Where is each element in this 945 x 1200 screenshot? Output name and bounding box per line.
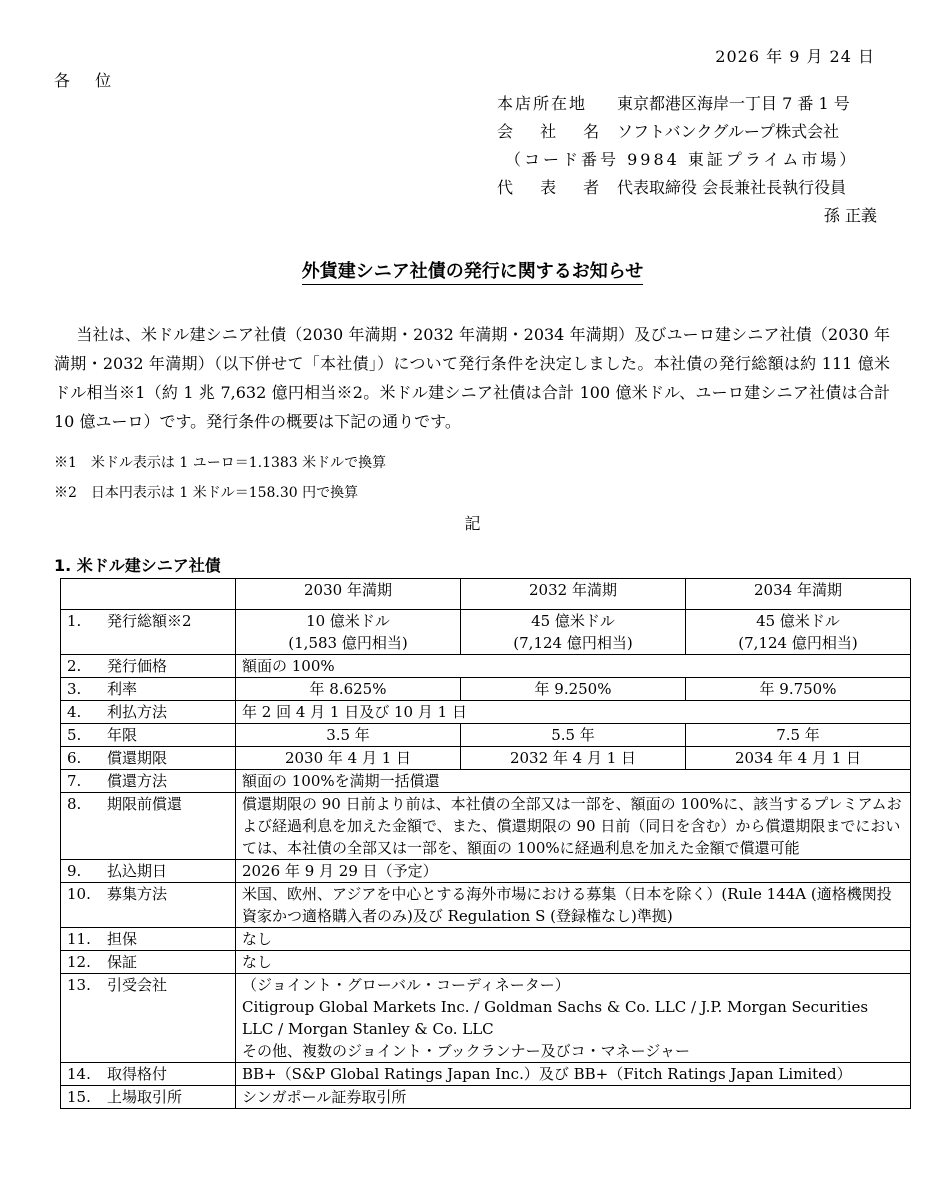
- table-cell-span: 額面の 100%: [236, 655, 911, 678]
- row-label: 利払方法: [107, 703, 168, 721]
- row-label-cell: [61, 1063, 236, 1086]
- table-row: [61, 928, 911, 951]
- table-cell: 45 億米ドル (7,124 億円相当): [686, 610, 911, 655]
- document-title-wrap: [0, 257, 945, 283]
- row-number: 11.: [67, 930, 91, 948]
- address-value: 東京都港区海岸一丁目 7 番 1 号: [617, 94, 850, 113]
- row-label-cell: [61, 747, 236, 770]
- company-label: 会 社 名: [497, 122, 611, 141]
- row-label-cell: [61, 793, 236, 860]
- table-cell-span: 額面の 100%を満期一括償還: [236, 770, 911, 793]
- table-row: [61, 883, 911, 928]
- table-row: [61, 770, 911, 793]
- row-number: 5.: [67, 726, 82, 744]
- stock-code: （コード番号 9984 東証プライム市場）: [505, 150, 859, 169]
- rep-name: 孫 正義: [823, 206, 877, 225]
- row-label: 発行価格: [107, 657, 168, 675]
- table-cell: 7.5 年: [686, 724, 911, 747]
- addressee: 各 位: [54, 71, 122, 90]
- row-number: 1.: [67, 612, 82, 630]
- table-cell-span: 償還期限の 90 日前より前は、本社債の全部又は一部を、額面の 100%に、該当するプレミアムおよび経過利息を加えた金額で、また、償還期限の 90 日前（同日を含む）から償還期限までにおいては、本社債の全部又は一部を、額面の 100%に経過利息を加えた金額で償還可能: [236, 793, 911, 860]
- terms-table: [60, 578, 911, 1109]
- issuer-block: [497, 90, 877, 230]
- row-number: 13.: [67, 976, 91, 994]
- table-cell: 45 億米ドル (7,124 億円相当): [461, 610, 686, 655]
- table-cell: 5.5 年: [461, 724, 686, 747]
- row-label-cell: [61, 724, 236, 747]
- row-label-cell: [61, 610, 236, 655]
- table-cell: 年 9.750%: [686, 678, 911, 701]
- issuer-company-row: [497, 118, 877, 146]
- table-row: [61, 860, 911, 883]
- ki-heading: 記: [464, 514, 481, 533]
- rep-label: 代 表 者: [497, 178, 611, 197]
- row-label-cell: [61, 883, 236, 928]
- table-cell-span: なし: [236, 928, 911, 951]
- table-row: [61, 1086, 911, 1109]
- column-header: 2034 年満期: [686, 579, 911, 610]
- row-label: 償還方法: [107, 772, 168, 790]
- row-number: 10.: [67, 885, 91, 903]
- row-label: 引受会社: [107, 976, 168, 994]
- row-label-cell: [61, 655, 236, 678]
- row-number: 15.: [67, 1088, 91, 1106]
- company-value: ソフトバンクグループ株式会社: [617, 122, 840, 141]
- row-label: 償還期限: [107, 749, 168, 767]
- row-label-cell: [61, 701, 236, 724]
- issuer-address-row: [497, 90, 877, 118]
- row-label-cell: [61, 860, 236, 883]
- row-number: 2.: [67, 657, 82, 675]
- row-label: 払込期日: [107, 862, 168, 880]
- column-header: 2030 年満期: [236, 579, 461, 610]
- column-header: 2032 年満期: [461, 579, 686, 610]
- table-row: [61, 724, 911, 747]
- row-number: 4.: [67, 703, 82, 721]
- row-label-cell: [61, 951, 236, 974]
- row-label-cell: [61, 678, 236, 701]
- section-title: 1. 米ドル建シニア社債: [54, 556, 221, 575]
- row-number: 6.: [67, 749, 82, 767]
- row-label: 募集方法: [107, 885, 168, 903]
- table-cell-span: 年 2 回 4 月 1 日及び 10 月 1 日: [236, 701, 911, 724]
- table-row: [61, 610, 911, 655]
- table-cell-span: 米国、欧州、アジアを中心とする海外市場における募集（日本を除く）(Rule 144A (適格機関投資家かつ適格購入者のみ)及び Regulation S (登録権なし)準拠): [236, 883, 911, 928]
- table-cell-span: 2026 年 9 月 29 日（予定）: [236, 860, 911, 883]
- table-cell-span: シンガポール証券取引所: [236, 1086, 911, 1109]
- table-cell: 年 8.625%: [236, 678, 461, 701]
- row-number: 12.: [67, 953, 91, 971]
- row-number: 3.: [67, 680, 82, 698]
- row-label-cell: [61, 974, 236, 1063]
- issuer-rep-row: [497, 174, 877, 202]
- address-label: 本店所在地: [497, 94, 588, 113]
- row-label: 保証: [107, 953, 138, 971]
- table-row: [61, 747, 911, 770]
- row-label: 取得格付: [107, 1065, 168, 1083]
- table-row: [61, 974, 911, 1063]
- table-cell-span: BB+（S&P Global Ratings Japan Inc.）及び BB+（Fitch Ratings Japan Limited）: [236, 1063, 911, 1086]
- table-row: [61, 678, 911, 701]
- row-label: 年限: [107, 726, 138, 744]
- issuer-code-row: [497, 146, 877, 174]
- row-label-cell: [61, 1086, 236, 1109]
- table-cell-span: （ジョイント・グローバル・コーディネーター） Citigroup Global Markets Inc. / Goldman Sachs & Co. LLC / J.P. Morgan Securities LLC / Morgan Stanley & Co. LLC その他、複数のジョイント・ブックランナー及びコ・マネージャー: [236, 974, 911, 1063]
- row-number: 8.: [67, 795, 82, 813]
- row-number: 7.: [67, 772, 82, 790]
- table-row: [61, 793, 911, 860]
- row-label: 発行総額※2: [107, 612, 192, 630]
- table-cell: 2034 年 4 月 1 日: [686, 747, 911, 770]
- row-label: 上場取引所: [107, 1088, 183, 1106]
- table-row: [61, 655, 911, 678]
- row-number: 14.: [67, 1065, 91, 1083]
- table-cell: 10 億米ドル (1,583 億円相当): [236, 610, 461, 655]
- row-number: 9.: [67, 862, 82, 880]
- table-header-empty: [61, 579, 236, 610]
- rep-title: 代表取締役 会長兼社長執行役員: [617, 178, 847, 197]
- table-row: [61, 701, 911, 724]
- footnote-1: ※1 米ドル表示は 1 ユーロ＝1.1383 米ドルで換算: [54, 455, 387, 471]
- row-label: 担保: [107, 930, 138, 948]
- table-cell: 2030 年 4 月 1 日: [236, 747, 461, 770]
- body-paragraph: 当社は、米ドル建シニア社債（2030 年満期・2032 年満期・2034 年満期）及びユーロ建シニア社債（2030 年満期・2032 年満期）（以下併せて「本社債」）について発行条件を決定しました。本社債の発行総額は約 111 億米ドル相当※1（約 1 兆 7,632 億円相当※2。米ドル建シニア社債は合計 100 億米ドル、ユーロ建シニア社債は合計 10 億ユーロ）です。発行条件の概要は下記の通りです。: [54, 325, 890, 431]
- row-label: 期限前償還: [107, 795, 183, 813]
- table-row: [61, 1063, 911, 1086]
- document-title: 外貨建シニア社債の発行に関するお知らせ: [302, 261, 643, 285]
- table-cell: 3.5 年: [236, 724, 461, 747]
- footnote-2: ※2 日本円表示は 1 米ドル＝158.30 円で換算: [54, 485, 359, 501]
- row-label: 利率: [107, 680, 138, 698]
- row-label-cell: [61, 928, 236, 951]
- table-row: [61, 951, 911, 974]
- table-header-row: [61, 579, 911, 610]
- issuer-rep-name-row: [497, 202, 877, 230]
- document-date: 2026 年 9 月 24 日: [715, 47, 875, 66]
- table-cell: 2032 年 4 月 1 日: [461, 747, 686, 770]
- table-cell: 年 9.250%: [461, 678, 686, 701]
- table-cell-span: なし: [236, 951, 911, 974]
- row-label-cell: [61, 770, 236, 793]
